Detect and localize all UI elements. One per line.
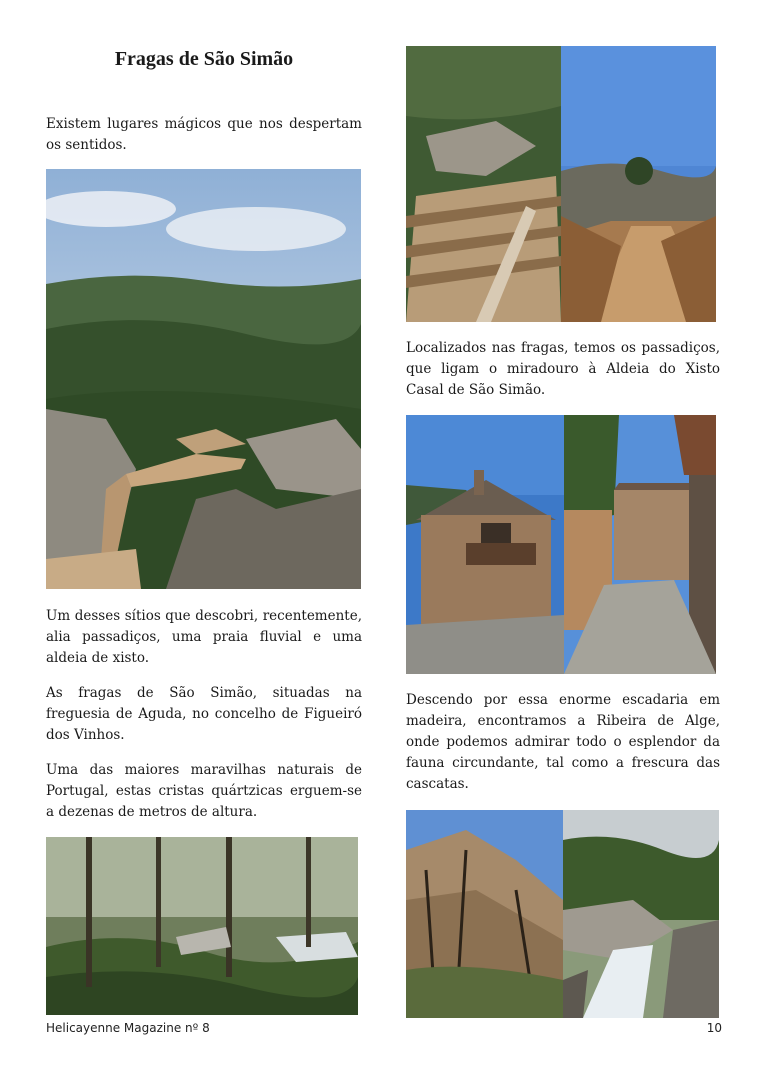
valley-boardwalk-photo [46,169,361,589]
left-paragraph-2: As fragas de São Simão, situadas na freguesia de Aguda, no concelho de Figueiró dos Vinhos. [46,685,362,743]
schist-house-photo [406,415,564,674]
left-paragraph-3: Uma das maiores maravilhas naturais de Portugal, estas cristas quártzicas erguem-se a dezenas de metros de altura. [46,762,362,820]
right-paragraph-2: Descendo por essa enorme escadaria em madeira, encontramos a Ribeira de Alge, onde podemos admirar todo o esplendor da fauna circundante, tal como a frescura das cascatas. [406,692,720,792]
page-title: Fragas de São Simão [114,48,294,70]
left-paragraph-1: Um desses sítios que descobri, recentemente, alia passadiços, uma praia fluvial e uma aldeia de xisto. [46,608,362,666]
forest-stream-photo [46,837,358,1015]
intro-paragraph: Existem lugares mágicos que nos despertam os sentidos. [46,116,362,153]
quartzite-cliff-photo [406,810,563,1018]
right-paragraph-1: Localizados nas fragas, temos os passadiços, que ligam o miradouro à Aldeia do Xisto Casal de São Simão. [406,340,720,398]
wooden-stairs-photo [406,46,561,322]
village-street-photo [564,415,716,674]
footer-page-number: 10 [706,1021,722,1035]
footer-magazine-name: Helicayenne Magazine nº 8 [46,1021,210,1035]
waterfall-photo [563,810,719,1018]
boardwalk-sky-photo [561,46,716,322]
